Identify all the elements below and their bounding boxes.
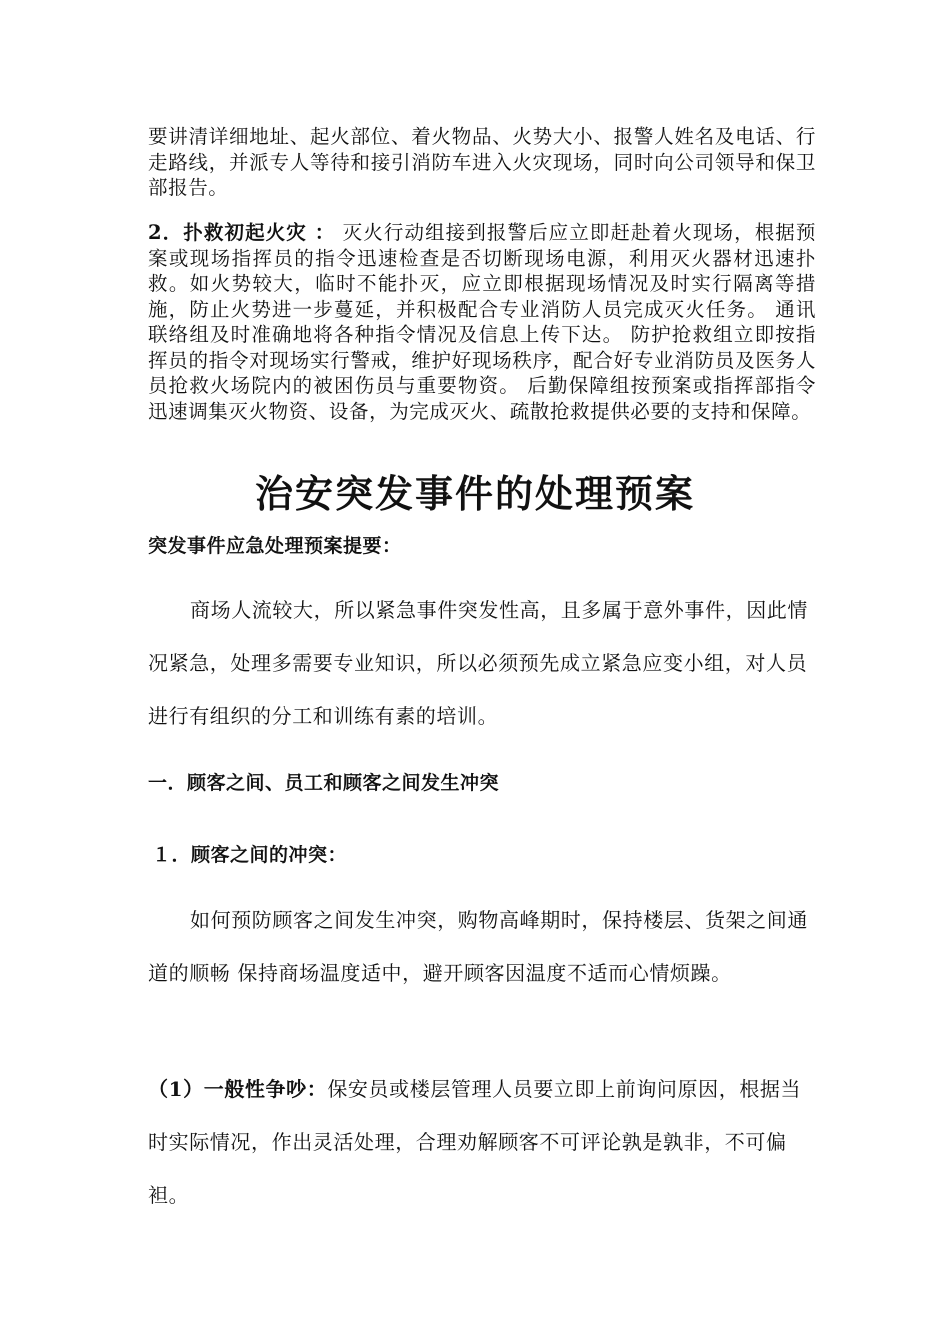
sub1-paragraph: 如何预防顾客之间发生冲突，购物高峰期时，保持楼层、货架之间通道的顺畅 保持商场温度适中，避开顾客因温度不适而心情烦躁。	[148, 908, 808, 985]
section1-heading: 一．顾客之间、员工和顾客之间发生冲突	[148, 772, 500, 794]
intro-paragraph: 要讲清详细地址、起火部位、着火物品、火势大小、报警人姓名及电话、行走路线，并派专人等待和接引消防车进入火灾现场，同时向公司领导和保卫部报告。	[148, 125, 816, 199]
summary-heading: 突发事件应急处理预案提要：	[148, 535, 402, 557]
item2-label: 2．扑救初起火灾 ：	[148, 221, 336, 244]
item2-text: 灭火行动组接到报警后应立即赶赴着火现场，根据预案或现场指挥员的指令迅速检查是否切断现场电源，利用灭火器材迅速扑救。如火势较大，临时不能扑灭，应立即根据现场情况及时实行隔离等措施，防止火势进一步蔓延，并积极配合专业消防人员完成灭火任务。 通讯联络组及时准确地将各种指令情况及信息上传下达。 防护抢救组立即按指挥员的指令对现场实行警戒，维护好现场秩序，配合好专业消防员及医务人员抢救火场院内的被困伤员与重要物资。 后勤保障组按预案或指挥部指令迅速调集灭火物资、设备，为完成灭火、疏散抢救提供必要的支持和保障。	[148, 221, 816, 423]
case1-label: （1）一般性争吵：	[148, 1077, 328, 1101]
case1-text: 保安员或楼层管理人员要立即上前询问原因，根据当时实际情况，作出灵活处理，合理劝解顾客不可评论孰是孰非，不可偏袒。	[148, 1077, 802, 1207]
case1-paragraph	[148, 1063, 816, 1222]
summary-paragraph: 商场人流较大，所以紧急事件突发性高，且多属于意外事件，因此情况紧急，处理多需要专业知识，所以必须预先成立紧急应变小组，对人员进行有组织的分工和训练有素的培训。	[148, 598, 808, 728]
sub1-heading: １．顾客之间的冲突：	[152, 844, 348, 866]
item2-paragraph	[148, 220, 816, 424]
main-heading: 治安突发事件的处理预案	[254, 471, 695, 516]
